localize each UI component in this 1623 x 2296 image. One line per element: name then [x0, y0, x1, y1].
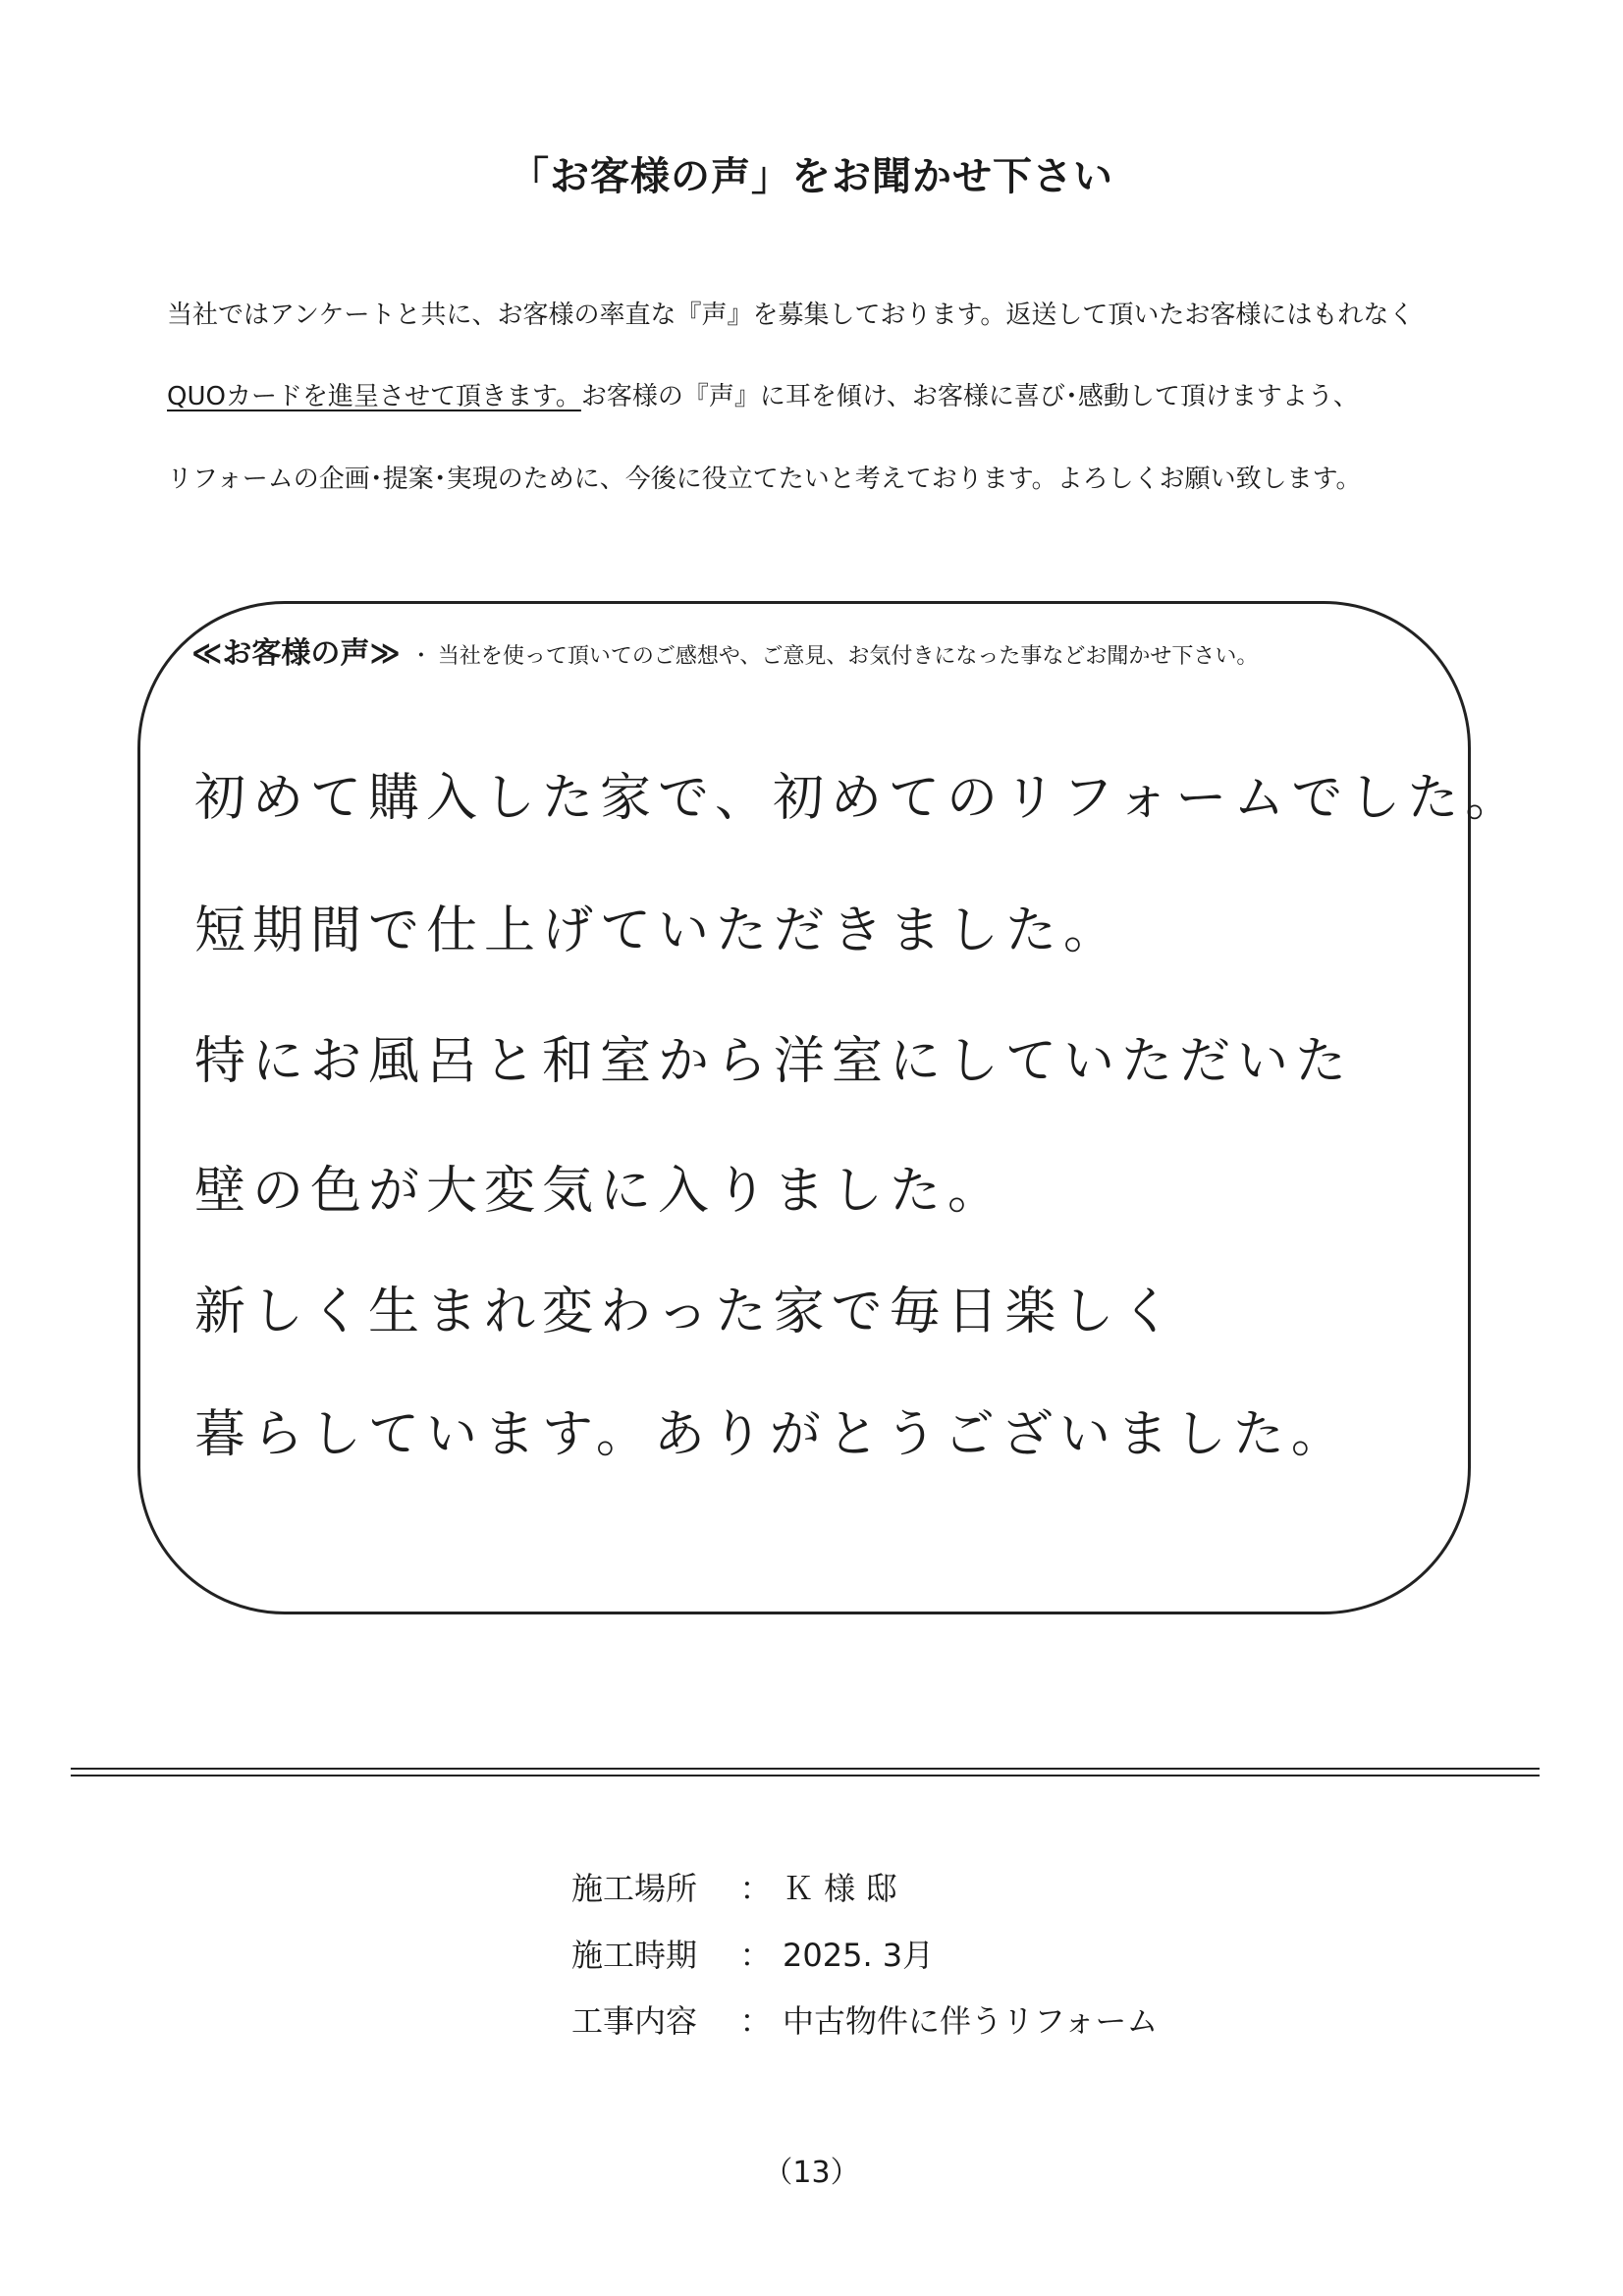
page-number: （13） [763, 2156, 860, 2190]
info-separator: ： [739, 2002, 772, 2040]
quo-card-notice: QUOカードを進呈させて頂きます。 [167, 382, 581, 411]
info-label: 工事内容 [571, 2002, 698, 2040]
intro-line-2-text: お客様の『声』に耳を傾け、お客様に喜び･感動して頂けますよう、 [580, 382, 1359, 411]
handwritten-line: 特にお風呂と和室から洋室にしていただいた [194, 1032, 1354, 1091]
voice-box-header [191, 629, 1448, 672]
handwritten-line: 新しく生まれ変わった家で毎日楽しく [194, 1283, 1179, 1341]
intro-line-3: リフォームの企画･提案･実現のために、今後に役立てたいと考えております。よろしくお願い致します。 [167, 465, 1362, 494]
handwritten-line: 初めて購入した家で、初めてのリフォームでした。 [194, 769, 1524, 828]
divider [71, 1768, 1540, 1770]
intro-line-2 [167, 376, 1463, 412]
voice-box-label: ≪お客様の声≫ [191, 636, 401, 671]
divider [71, 1775, 1540, 1777]
info-label: 施工時期 [571, 1937, 698, 1974]
info-row-period [571, 1931, 934, 1976]
info-value: Ｋ 様 邸 [783, 1870, 897, 1907]
handwritten-line: 壁の色が大変気に入りました。 [194, 1162, 1006, 1221]
info-row-location [571, 1864, 896, 1909]
info-separator: ： [739, 1937, 772, 1974]
intro-line-1: 当社ではアンケートと共に、お客様の率直な『声』を募集しております。返送して頂いたお客様にはもれなく [167, 301, 1415, 330]
handwritten-line: 暮らしています。ありがとうございました。 [194, 1405, 1349, 1464]
bullet-icon: ・ [409, 644, 432, 669]
voice-box-prompt: 当社を使って頂いてのご感想や、ご意見、お気付きになった事などお聞かせ下さい。 [437, 644, 1259, 669]
handwritten-line: 短期間で仕上げていただきました。 [194, 902, 1122, 960]
info-value: 中古物件に伴うリフォーム [783, 2002, 1159, 2040]
info-value: 2025. 3月 [783, 1937, 935, 1974]
page-title: 「お客様の声」をお聞かせ下さい [510, 154, 1113, 199]
info-label: 施工場所 [571, 1870, 698, 1907]
info-separator: ： [739, 1870, 772, 1907]
info-row-work [571, 1996, 1158, 2042]
